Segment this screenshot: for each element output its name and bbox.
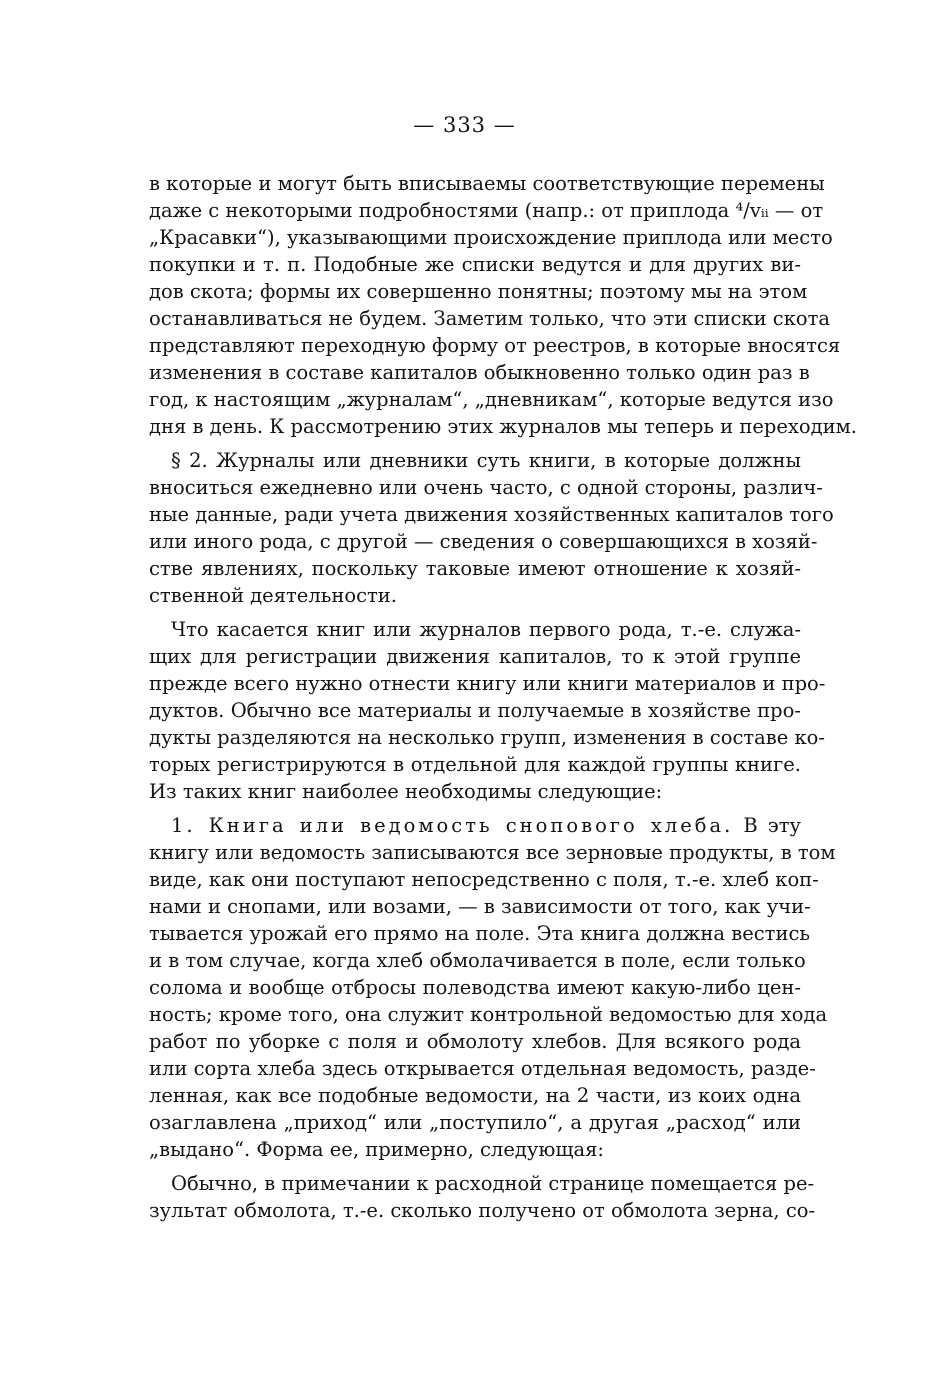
- text-line: Что касается книг или журналов первого рода, т.-е. служа-: [171, 618, 801, 641]
- text-line: ленная, как все подобные ведомости, на 2 части, из коих одна: [149, 1084, 801, 1107]
- text-line: изменения в составе капиталов обыкновенно только один раз в: [149, 361, 810, 384]
- text-line: нами и снопами, или возами, — в зависимости от того, как учи-: [149, 895, 811, 918]
- text-line: торых регистрируются в отдельной для каждой группы книге.: [149, 753, 801, 776]
- text-line: щих для регистрации движения капиталов, то к этой группе: [149, 645, 801, 668]
- text-line: вноситься ежедневно или очень часто, с одной стороны, различ-: [149, 476, 823, 499]
- text-line: зультат обмолота, т.-е. сколько получено от обмолота зерна, со-: [149, 1199, 816, 1222]
- text-line: останавливаться не будем. Заметим только, что эти списки скота: [149, 307, 831, 330]
- spaced-heading-line: [149, 812, 801, 839]
- text-line: дуктов. Обычно все материалы и получаемые в хозяйстве про-: [149, 699, 801, 722]
- text-line: „Красавки“), указывающими происхождение приплода или место: [149, 226, 833, 249]
- text-line: или сорта хлеба здесь открывается отдельная ведомость, разде-: [149, 1057, 816, 1080]
- text-line: стве явлениях, поскольку таковые имеют отношение к хозяй-: [149, 557, 801, 580]
- text-line: дукты разделяются на несколько групп, изменения в составе ко-: [149, 726, 826, 749]
- text-line: дов скота; формы их совершенно понятны; поэтому мы на этом: [149, 280, 808, 303]
- text-line: прежде всего нужно отнести книгу или книги материалов и про-: [149, 672, 826, 695]
- text-line: и в том случае, когда хлеб обмолачивается в поле, если только: [149, 949, 806, 972]
- text-line: год, к настоящим „журналам“, „дневникам“, которые ведутся изо: [149, 388, 834, 411]
- text-line: солома и вообще отбросы полеводства имеют какую-либо цен-: [149, 976, 801, 999]
- body-text: [149, 170, 857, 1224]
- page-number: — 333 —: [413, 113, 516, 137]
- text-line: „выдано“. Форма ее, примерно, следующая:: [149, 1138, 604, 1161]
- text-line: Обычно, в примечании к расходной странице помещается ре-: [171, 1172, 815, 1195]
- text-line: ные данные, ради учета движения хозяйственных капиталов того: [149, 503, 834, 526]
- spaced-heading: 1. Книга или ведомость снопового хлеба.: [171, 814, 734, 837]
- text-line: ность; кроме того, она служит контрольной ведомостью для хода: [149, 1003, 828, 1026]
- text-line: книгу или ведомость записываются все зерновые продукты, в том: [149, 841, 836, 864]
- text-line: даже с некоторыми подробностями (напр.: от приплода ⁴/vᵢᵢ — от: [149, 199, 824, 222]
- heading-continuation: В эту: [733, 814, 801, 837]
- text-line: представляют переходную форму от реестров, в которые вносятся: [149, 334, 841, 357]
- text-line: в которые и могут быть вписываемы соответствующие перемены: [149, 172, 825, 195]
- text-line: тывается урожай его прямо на поле. Эта книга должна вестись: [149, 922, 810, 945]
- text-line: покупки и т. п. Подобные же списки ведутся и для других ви-: [149, 253, 801, 276]
- text-line: работ по уборке с поля и обмолоту хлебов. Для всякого рода: [149, 1030, 801, 1053]
- text-line: дня в день. К рассмотрению этих журналов мы теперь и переходим.: [149, 415, 857, 438]
- section-heading-line: § 2. Журналы или дневники суть книги, в которые должны: [171, 449, 801, 472]
- text-line: виде, как они поступают непосредственно с поля, т.-е. хлеб коп-: [149, 868, 819, 891]
- text-line: озаглавлена „приход“ или „поступило“, а другая „расход“ или: [149, 1111, 801, 1134]
- text-line: ственной деятельности.: [149, 584, 397, 607]
- text-line: или иного рода, с другой — сведения о совершающихся в хозяй-: [149, 530, 818, 553]
- text-line: Из таких книг наиболее необходимы следующие:: [149, 780, 663, 803]
